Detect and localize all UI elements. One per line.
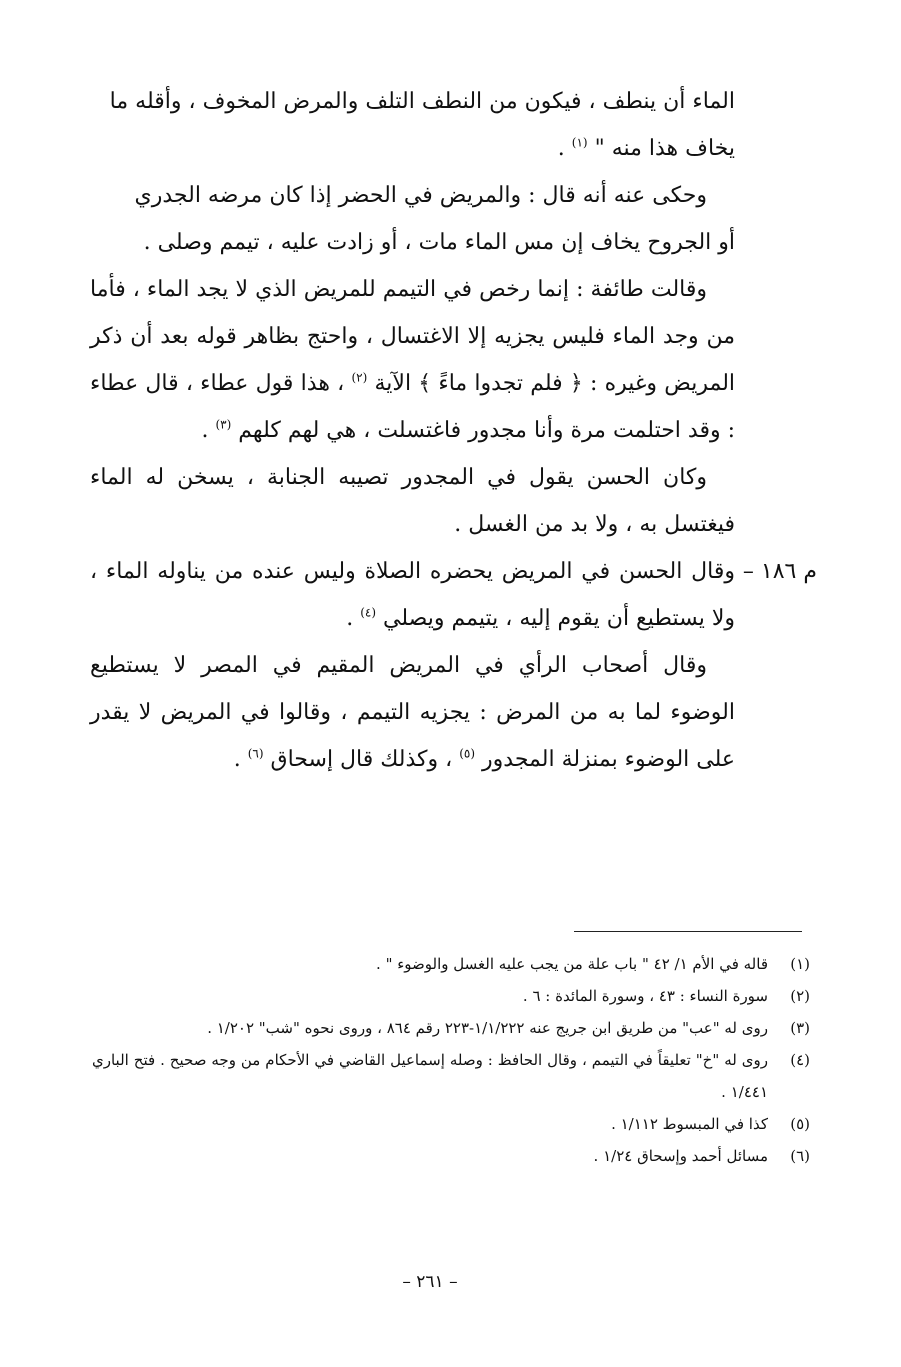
footnotes — [92, 948, 810, 1172]
main-text — [90, 78, 817, 783]
page-number: – ٢٦١ – — [402, 1272, 458, 1292]
footnote-ref-2[interactable]: (٢) — [351, 370, 368, 385]
paragraph-2-line-1: وحكى عنه أنه قال : والمريض في الحضر إذا كان مرضه الجدري — [134, 183, 707, 208]
footnote-number: (٣) — [790, 1019, 810, 1037]
paragraph-3 — [90, 266, 735, 454]
paragraph-1-line-2: يخاف هذا منه " — [594, 136, 735, 161]
entry-186-tail: . — [346, 606, 361, 631]
footnote-text: روى له "خ" تعليقاً في التيمم ، وقال الحافظ : وصله إسماعيل القاضي في الأحكام من وجه صحيح . فتح الباري ١/٤٤١ . — [92, 1051, 768, 1101]
footnote-5 — [92, 1108, 810, 1140]
footnote-2 — [92, 980, 810, 1012]
footnote-ref-3[interactable]: (٣) — [215, 417, 232, 432]
footnote-number: (٤) — [790, 1051, 810, 1069]
paragraph-4-text: وكان الحسن يقول في المجدور تصيبه الجنابة ، يسخن له الماء فيغتسل به ، ولا بد من الغسل . — [90, 465, 735, 537]
paragraph-5-lead: وقال أصحاب الرأي في المريض المقيم في المصر لا يستطيع الوضوء لما به من المرض : يجزيه التيمم ، وقالوا في المريض لا يقدر على الوضوء بمنزلة المجدور — [90, 653, 735, 772]
entry-186 — [90, 548, 817, 642]
footnote-ref-5[interactable]: (٥) — [459, 746, 476, 761]
entry-number: م ١٨٦ – — [742, 559, 817, 584]
footnote-1 — [92, 948, 810, 980]
footnote-text: سورة النساء : ٤٣ ، وسورة المائدة : ٦ . — [522, 987, 768, 1005]
entry-186-body: وقال الحسن في المريض يحضره الصلاة وليس عنده من يناوله الماء ، ولا يستطيع أن يقوم إليه ، يتيمم ويصلي — [90, 559, 735, 631]
footnote-number: (٥) — [790, 1115, 810, 1133]
paragraph-4 — [90, 454, 735, 548]
paragraph-2-line-2: أو الجروح يخاف إن مس الماء مات ، أو زادت عليه ، تيمم وصلى . — [143, 230, 735, 255]
footnote-ref-4[interactable]: (٤) — [360, 605, 377, 620]
paragraph-5-mid: ، وكذلك قال إسحاق — [270, 747, 460, 772]
paragraph-3-mid: ، هذا قول عطاء ، قال عطاء : وقد احتلمت مرة وأنا مجدور فاغتسلت ، هي لهم كلهم — [90, 371, 735, 443]
footnote-ref-1[interactable]: (١) — [571, 135, 588, 150]
paragraph-1-line-1: الماء أن ينطف ، فيكون من النطف التلف والمرض المخوف ، وأقله ما — [109, 89, 735, 114]
footnote-6 — [92, 1140, 810, 1172]
footnote-3 — [92, 1012, 810, 1044]
footnote-text: كذا في المبسوط ١/١١٢ . — [611, 1115, 768, 1133]
footnote-text: مسائل أحمد وإسحاق ١/٢٤ . — [593, 1147, 768, 1165]
entry-186-text — [90, 548, 735, 642]
footnote-ref-6[interactable]: (٦) — [247, 746, 264, 761]
paragraph-3-lead: وقالت طائفة : إنما رخص في التيمم للمريض الذي لا يجد الماء ، فأما من وجد الماء فليس يجزيه إلا الاغتسال ، واحتج بظاهر قوله بعد أن ذكر المريض وغيره : ﴿ فلم تجدوا ماءً ﴾ الآية — [90, 277, 736, 396]
paragraph-1-tail: . — [557, 136, 572, 161]
paragraph-2 — [90, 172, 735, 266]
footnote-number: (٦) — [790, 1147, 810, 1165]
paragraph-5 — [90, 642, 735, 783]
paragraph-3-tail: . — [201, 418, 216, 443]
footnote-text: روى له "عب" من طريق ابن جريج عنه ١/١/٢٢٢-٢٢٣ رقم ٨٦٤ ، وروى نحوه "شب" ١/٢٠٢ . — [207, 1019, 768, 1037]
footnote-4 — [92, 1044, 810, 1108]
footnote-text: قاله في الأم ١/ ٤٢ " باب علة من يجب عليه الغسل والوضوء " . — [376, 955, 768, 973]
footnote-number: (١) — [790, 955, 810, 973]
footnote-number: (٢) — [790, 987, 810, 1005]
paragraph-1 — [90, 78, 735, 172]
paragraph-5-tail: . — [233, 747, 248, 772]
footnote-separator — [574, 931, 802, 932]
